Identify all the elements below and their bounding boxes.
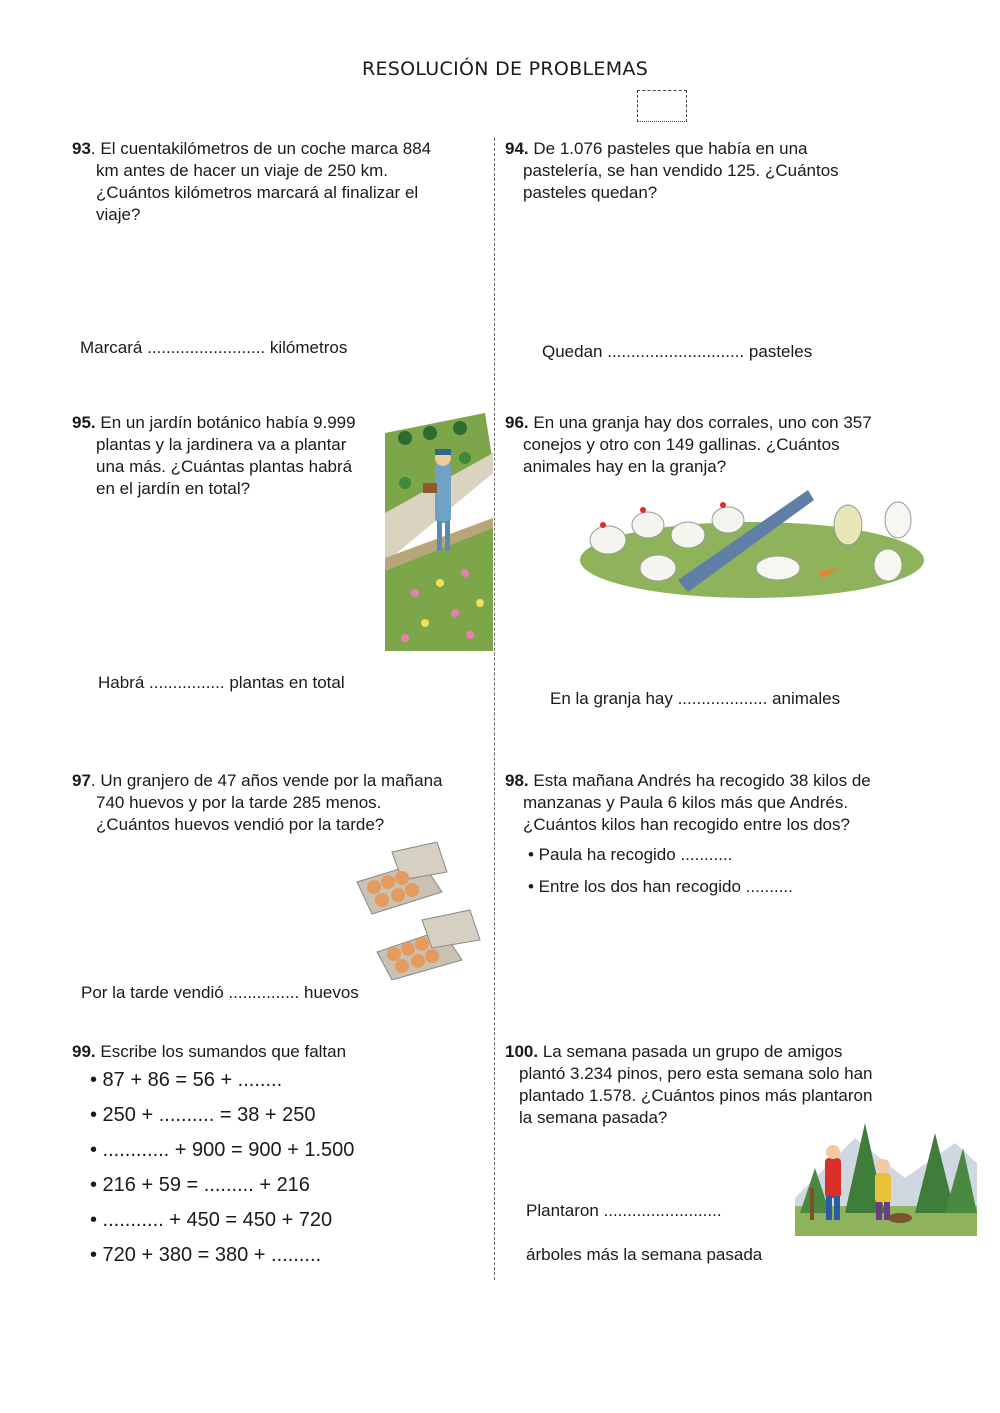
- planting-trees-illustration: [795, 1118, 977, 1236]
- answer-line[interactable]: • Entre los dos han recogido ..........: [528, 877, 793, 896]
- problem-text: manzanas y Paula 6 kilos más que Andrés.: [523, 793, 849, 812]
- answer-line[interactable]: • Paula ha recogido ...........: [528, 845, 733, 864]
- equation-item[interactable]: • 216 + 59 = ......... + 216: [90, 1174, 310, 1196]
- problem-text: pasteles quedan?: [523, 183, 658, 202]
- problem-text: 740 huevos y por la tarde 285 menos.: [96, 793, 382, 812]
- problem-number: 95.: [72, 413, 96, 432]
- problem-text: ¿Cuántos kilómetros marcará al finalizar el: [96, 183, 419, 202]
- problem-93: [72, 138, 431, 226]
- problem-text: conejos y otro con 149 gallinas. ¿Cuántos: [523, 435, 840, 454]
- problem-text: ¿Cuántos huevos vendió por la tarde?: [96, 815, 385, 834]
- answer-line[interactable]: Marcará ......................... kilómetros: [80, 338, 348, 357]
- problem-text: animales hay en la granja?: [523, 457, 727, 476]
- answer-line: árboles más la semana pasada: [526, 1245, 763, 1264]
- problem-number: 99.: [72, 1042, 96, 1061]
- problem-text: km antes de hacer un viaje de 250 km.: [96, 161, 388, 180]
- problem-text: viaje?: [96, 205, 141, 224]
- problem-text: plantas y la jardinera va a plantar: [96, 435, 347, 454]
- answer-box[interactable]: [637, 90, 687, 122]
- answer-line[interactable]: Por la tarde vendió ............... huevos: [81, 983, 359, 1002]
- problem-text: Esta mañana Andrés ha recogido 38 kilos de: [528, 771, 871, 790]
- problem-text: en el jardín en total?: [96, 479, 251, 498]
- problem-text: la semana pasada?: [519, 1108, 668, 1127]
- answer-line[interactable]: En la granja hay ................... animales: [550, 689, 841, 708]
- problem-100: [505, 1041, 872, 1129]
- problem-text: En una granja hay dos corrales, uno con 357: [528, 413, 872, 432]
- problem-text: En un jardín botánico había 9.999: [95, 413, 356, 432]
- problem-number: 98.: [505, 771, 529, 790]
- egg-carton-illustration: [352, 842, 482, 980]
- equation-item[interactable]: • 250 + .......... = 38 + 250: [90, 1104, 316, 1126]
- equation-item[interactable]: • ........... + 450 = 450 + 720: [90, 1209, 333, 1231]
- farm-animals-illustration: [578, 480, 926, 600]
- problem-text: ¿Cuántos kilos han recogido entre los dos?: [523, 815, 850, 834]
- problem-95: [72, 412, 356, 500]
- answer-line[interactable]: Plantaron .........................: [526, 1201, 722, 1220]
- problem-number: 100.: [505, 1042, 539, 1061]
- problem-94: [505, 138, 839, 204]
- gardener-illustration: [385, 413, 493, 651]
- equation-item[interactable]: • ............ + 900 = 900 + 1.500: [90, 1139, 355, 1161]
- equation-item[interactable]: • 87 + 86 = 56 + ........: [90, 1069, 283, 1091]
- problem-number: 96.: [505, 413, 529, 432]
- problem-number: 94.: [505, 139, 529, 158]
- answer-line[interactable]: Habrá ................ plantas en total: [98, 673, 345, 692]
- problem-number: 93: [72, 139, 91, 158]
- problem-text: una más. ¿Cuántas plantas habrá: [96, 457, 353, 476]
- column-divider: [494, 138, 495, 1280]
- problem-text: . El cuentakilómetros de un coche marca 884: [90, 139, 432, 158]
- equation-item[interactable]: • 720 + 380 = 380 + .........: [90, 1244, 322, 1266]
- problem-text: pastelería, se han vendido 125. ¿Cuántos: [523, 161, 839, 180]
- problem-text: . Un granjero de 47 años vende por la mañana: [90, 771, 443, 790]
- problem-text: De 1.076 pasteles que había en una: [528, 139, 808, 158]
- answer-line[interactable]: Quedan ............................. pasteles: [542, 342, 813, 361]
- problem-99: [72, 1041, 346, 1063]
- problem-number: 97: [72, 771, 91, 790]
- page-title: RESOLUCIÓN DE PROBLEMAS: [361, 58, 649, 80]
- problem-98: [505, 770, 871, 836]
- problem-text: plantado 1.578. ¿Cuántos pinos más plantaron: [519, 1086, 873, 1105]
- problem-97: [72, 770, 443, 836]
- problem-text: plantó 3.234 pinos, pero esta semana solo han: [519, 1064, 873, 1083]
- problem-96: [505, 412, 872, 478]
- problem-text: Escribe los sumandos que faltan: [95, 1042, 347, 1061]
- problem-text: La semana pasada un grupo de amigos: [538, 1042, 843, 1061]
